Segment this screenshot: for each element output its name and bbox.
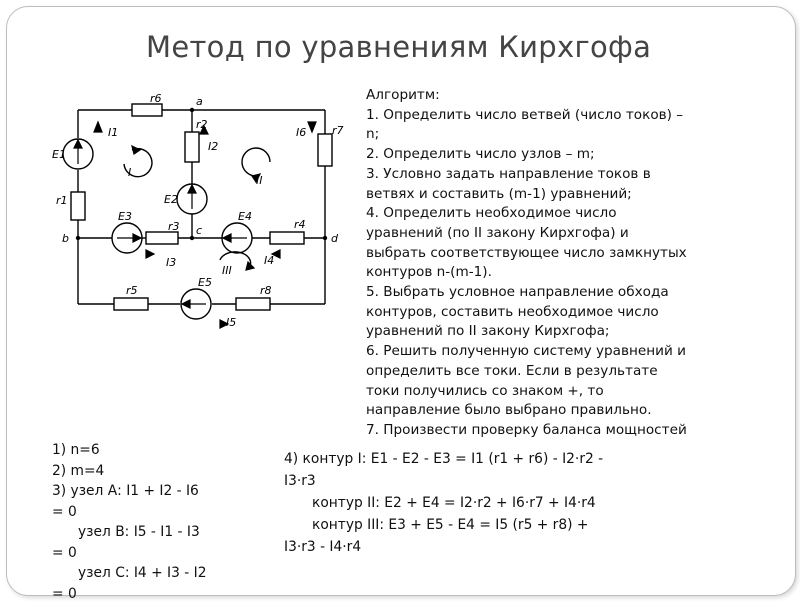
equation-line: I3·r3 xyxy=(284,470,603,492)
solution-line: 1) n=6 xyxy=(52,440,206,461)
algorithm-line: 4. Определить необходимое число xyxy=(366,204,796,224)
loop-3-label: III xyxy=(222,264,232,277)
node-d-label: d xyxy=(331,232,339,245)
solution-right xyxy=(284,448,603,558)
equation-line: контур III: E3 + E5 - E4 = I5 (r5 + r8) + xyxy=(284,514,603,536)
r5-label: r5 xyxy=(126,284,138,297)
solution-line: 2) m=4 xyxy=(52,461,206,482)
r8-label: r8 xyxy=(260,284,272,297)
i6-label: I6 xyxy=(296,126,306,139)
algorithm-line: 5. Выбрать условное направление обхода xyxy=(366,283,796,303)
algorithm-line: уравнений по II закону Кирхгофа; xyxy=(366,322,796,342)
solution-line: узел В: I5 - I1 - I3 xyxy=(52,522,206,543)
r2-label: r2 xyxy=(196,118,208,131)
circuit-diagram xyxy=(50,92,360,332)
loop-1-label: I xyxy=(128,166,131,179)
solution-line: = 0 xyxy=(52,502,206,523)
equation-line: I3·r3 - I4·r4 xyxy=(284,536,603,558)
algorithm-line: 7. Произвести проверку баланса мощностей xyxy=(366,421,796,441)
equation-line: контур II: E2 + E4 = I2·r2 + I6·r7 + I4·r4 xyxy=(284,492,603,514)
algorithm-line: направление было выбрано правильно. xyxy=(366,401,796,421)
r6-label: r6 xyxy=(150,92,162,105)
algorithm-line: уравнений (по II закону Кирхгофа) и xyxy=(366,224,796,244)
solution-line: = 0 xyxy=(52,543,206,564)
i5-label: I5 xyxy=(226,316,236,329)
solution-line: = 0 xyxy=(52,584,206,604)
algorithm-line: выбрать соответствующее число замкнутых xyxy=(366,244,796,264)
page-title: Метод по уравнениям Кирхгофа xyxy=(146,30,651,64)
algorithm-line: токи получились со знаком +, то xyxy=(366,382,796,402)
i1-label: I1 xyxy=(108,126,118,139)
r4-label: r4 xyxy=(294,218,306,231)
algorithm-list xyxy=(366,86,796,441)
loop-2-label: II xyxy=(256,174,263,187)
algorithm-line: Алгоритм: xyxy=(366,86,796,106)
i2-label: I2 xyxy=(208,140,218,153)
equation-line: 4) контур I: E1 - E2 - E3 = I1 (r1 + r6) - I2·r2 - xyxy=(284,448,603,470)
i3-label: I3 xyxy=(166,256,176,269)
solution-line: 3) узел А: I1 + I2 - I6 xyxy=(52,481,206,502)
e2-label: E2 xyxy=(164,193,178,206)
solution-line: узел С: I4 + I3 - I2 xyxy=(52,563,206,584)
node-c-label: c xyxy=(196,224,202,237)
node-a-label: a xyxy=(196,95,203,108)
e1-label: E1 xyxy=(52,148,66,161)
r1-label: r1 xyxy=(56,194,68,207)
e4-label: E4 xyxy=(238,210,252,223)
e3-label: E3 xyxy=(118,210,132,223)
algorithm-line: n; xyxy=(366,125,796,145)
e5-label: E5 xyxy=(198,276,212,289)
algorithm-line: 6. Решить полученную систему уравнений и xyxy=(366,342,796,362)
algorithm-line: определить все токи. Если в результате xyxy=(366,362,796,382)
algorithm-line: контуров n-(m-1). xyxy=(366,263,796,283)
algorithm-line: 3. Условно задать направление токов в xyxy=(366,165,796,185)
solution-left xyxy=(52,440,206,604)
r7-label: r7 xyxy=(332,124,344,137)
algorithm-line: 2. Определить число узлов – m; xyxy=(366,145,796,165)
i4-label: I4 xyxy=(264,254,274,267)
algorithm-line: ветвях и составить (m-1) уравнений; xyxy=(366,185,796,205)
algorithm-line: 1. Определить число ветвей (число токов) – xyxy=(366,106,796,126)
algorithm-line: контуров, составить необходимое число xyxy=(366,303,796,323)
node-b-label: b xyxy=(62,232,69,245)
r3-label: r3 xyxy=(168,220,180,233)
